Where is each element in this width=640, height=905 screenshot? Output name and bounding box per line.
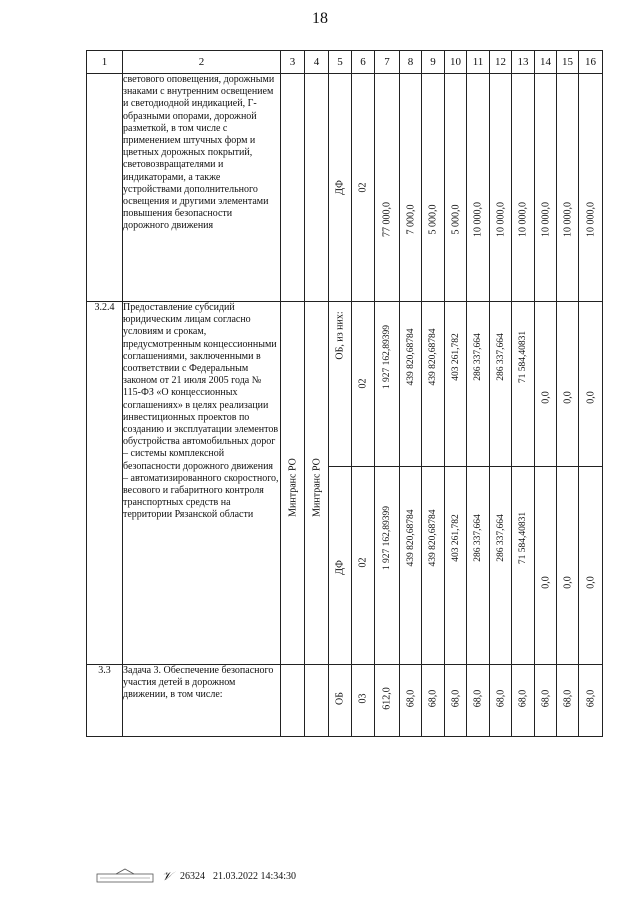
value-cell: 0,0: [535, 302, 557, 467]
value-cell: 286 337,664: [467, 467, 490, 665]
value-cell: 5 000,0: [445, 74, 467, 302]
value-cell: 68,0: [557, 665, 579, 737]
header-cell: 11: [467, 51, 490, 74]
value-cell: 286 337,664: [490, 467, 512, 665]
value-cell: 10 000,0: [512, 74, 535, 302]
value-cell: 403 261,782: [445, 467, 467, 665]
document-id: 26324: [180, 870, 205, 882]
value-cell: 403 261,782: [445, 302, 467, 467]
header-cell: 1: [87, 51, 123, 74]
table-row: [87, 74, 603, 302]
value-cell: 0,0: [535, 467, 557, 665]
funding-source: ДФ: [329, 74, 352, 302]
table-row: [87, 302, 603, 467]
header-cell: 3: [281, 51, 305, 74]
value-cell: 77 000,0: [375, 74, 400, 302]
value-cell: 286 337,664: [467, 302, 490, 467]
task-code: 02: [352, 467, 375, 665]
value-cell: 439 820,68784: [400, 467, 422, 665]
document-footer: [96, 868, 296, 884]
budget-table: [86, 50, 603, 737]
responsible-cell: [281, 665, 305, 737]
responsible-cell: [281, 74, 305, 302]
executor-cell: Минтранс РО: [305, 302, 329, 665]
header-cell: 7: [375, 51, 400, 74]
header-cell: 14: [535, 51, 557, 74]
value-cell: 1 927 162,89399: [375, 302, 400, 467]
row-description: Предоставление субсидий юридическим лицам согласно условиям и срокам, предусмотренным концессионными соглашениями, заключенными в соответствии с Федеральным законом от 21 июля 2005 года № 115-ФЗ «О концессионных соглашениях» в целях реализации инвестиционных проектов по созданию и эксплуатации элементов обустройства автомобильных дорог – системы комплексной безопасности дорожного движения – автоматизированного скоростного, весового и габаритного контроля транспортных средств на территории Рязанской области: [123, 302, 281, 665]
value-cell: 10 000,0: [535, 74, 557, 302]
value-cell: 10 000,0: [467, 74, 490, 302]
executor-cell: [305, 74, 329, 302]
responsible-cell: Минтранс РО: [281, 302, 305, 665]
row-number: 3.2.4: [87, 302, 123, 665]
header-cell: 12: [490, 51, 512, 74]
row-number: 3.3: [87, 665, 123, 737]
header-cell: 6: [352, 51, 375, 74]
value-cell: 439 820,68784: [400, 302, 422, 467]
task-code: 02: [352, 302, 375, 467]
executor-cell: [305, 665, 329, 737]
value-cell: 68,0: [535, 665, 557, 737]
value-cell: 68,0: [512, 665, 535, 737]
header-cell: 4: [305, 51, 329, 74]
value-cell: 612,0: [375, 665, 400, 737]
value-cell: 5 000,0: [422, 74, 445, 302]
value-cell: 71 584,40831: [512, 467, 535, 665]
value-cell: 439 820,68784: [422, 302, 445, 467]
row-number: [87, 74, 123, 302]
header-cell: 10: [445, 51, 467, 74]
value-cell: 10 000,0: [579, 74, 603, 302]
value-cell: 10 000,0: [490, 74, 512, 302]
header-cell: 9: [422, 51, 445, 74]
value-cell: 0,0: [579, 467, 603, 665]
header-cell: 8: [400, 51, 422, 74]
header-cell: 13: [512, 51, 535, 74]
value-cell: 10 000,0: [557, 74, 579, 302]
value-cell: 68,0: [579, 665, 603, 737]
value-cell: 0,0: [557, 302, 579, 467]
value-cell: 0,0: [579, 302, 603, 467]
header-row: [87, 51, 603, 74]
value-cell: 71 584,40831: [512, 302, 535, 467]
document-datetime: 21.03.2022 14:34:30: [213, 870, 297, 882]
value-cell: 439 820,68784: [422, 467, 445, 665]
value-cell: 68,0: [445, 665, 467, 737]
header-cell: 16: [579, 51, 603, 74]
value-cell: 68,0: [467, 665, 490, 737]
value-cell: 0,0: [557, 467, 579, 665]
funding-source: ОБ: [329, 665, 352, 737]
table-row: [87, 665, 603, 737]
row-description: светового оповещения, дорожными знаками с внутренним освещением и светодиодной индикацией, Г-образными опорами, дорожной разметкой, в том числе с применением штучных форм и цветных дорожных покрытий, световозвращателями и индикаторами, а также устройствами дополнительного освещения и другими элементами повышения безопасности дорожного движения: [123, 74, 281, 302]
value-cell: 68,0: [400, 665, 422, 737]
task-code: 03: [352, 665, 375, 737]
row-description: Задача 3. Обеспечение безопасного участия детей в дорожном движении, в том числе:: [123, 665, 281, 737]
task-code: 02: [352, 74, 375, 302]
page-number: 18: [312, 10, 328, 27]
value-cell: 68,0: [422, 665, 445, 737]
header-cell: 2: [123, 51, 281, 74]
value-cell: 1 927 162,89399: [375, 467, 400, 665]
value-cell: 7 000,0: [400, 74, 422, 302]
value-cell: 286 337,664: [490, 302, 512, 467]
registry-stamp-icon: [96, 868, 154, 884]
signature-mark: 𝒱: [162, 868, 172, 883]
header-cell: 5: [329, 51, 352, 74]
funding-source: ДФ: [329, 467, 352, 665]
funding-source: ОБ, из них:: [329, 302, 352, 467]
value-cell: 68,0: [490, 665, 512, 737]
header-cell: 15: [557, 51, 579, 74]
